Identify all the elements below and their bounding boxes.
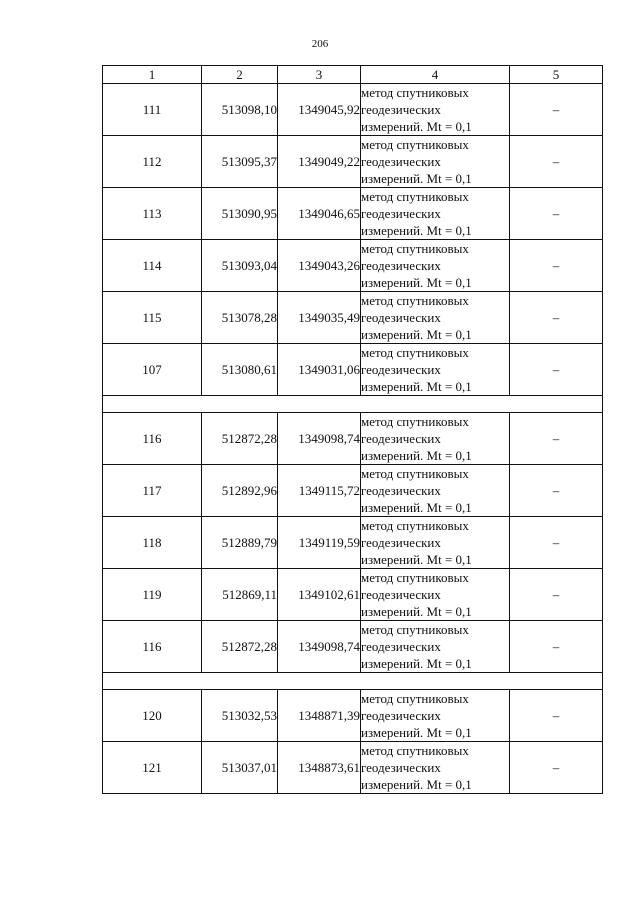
coordinate-y-cell: 1349115,72 [278, 465, 361, 517]
point-number-cell: 117 [103, 465, 202, 517]
method-line: геодезических [361, 154, 441, 169]
method-line: измерений. Mt = 0,1 [361, 171, 472, 186]
point-number-cell: 116 [103, 413, 202, 465]
method-cell [361, 569, 510, 621]
coordinate-x-cell: 513078,28 [202, 292, 278, 344]
method-line: измерений. Mt = 0,1 [361, 327, 472, 342]
group-separator-row [103, 396, 603, 413]
table-row [103, 517, 603, 569]
method-line: геодезических [361, 760, 441, 775]
point-number-cell: 111 [103, 84, 202, 136]
method-line: метод спутниковых [361, 570, 469, 585]
table-row [103, 136, 603, 188]
coordinate-y-cell: 1349031,06 [278, 344, 361, 396]
table-body [103, 66, 603, 794]
point-number-cell: 120 [103, 690, 202, 742]
method-line: измерений. Mt = 0,1 [361, 777, 472, 792]
group-separator-cell [103, 673, 603, 690]
point-number-cell: 115 [103, 292, 202, 344]
page-number: 206 [311, 38, 329, 50]
method-line: метод спутниковых [361, 691, 469, 706]
method-line: геодезических [361, 206, 441, 221]
note-cell: – [510, 517, 603, 569]
method-line: измерений. Mt = 0,1 [361, 275, 472, 290]
coordinate-y-cell: 1349119,59 [278, 517, 361, 569]
coordinate-y-cell: 1349035,49 [278, 292, 361, 344]
coordinate-x-cell: 513090,95 [202, 188, 278, 240]
method-line: метод спутниковых [361, 622, 469, 637]
column-header: 3 [278, 66, 361, 84]
method-cell [361, 84, 510, 136]
header-row [103, 66, 603, 84]
coordinate-x-cell: 512872,28 [202, 621, 278, 673]
method-line: метод спутниковых [361, 137, 469, 152]
coordinate-x-cell: 513032,53 [202, 690, 278, 742]
method-cell [361, 344, 510, 396]
column-header: 5 [510, 66, 603, 84]
coordinate-x-cell: 512869,11 [202, 569, 278, 621]
coordinate-x-cell: 512872,28 [202, 413, 278, 465]
coordinate-y-cell: 1349098,74 [278, 413, 361, 465]
method-line: метод спутниковых [361, 293, 469, 308]
column-header: 4 [361, 66, 510, 84]
method-cell [361, 621, 510, 673]
coordinate-y-cell: 1349046,65 [278, 188, 361, 240]
coordinate-x-cell: 513093,04 [202, 240, 278, 292]
method-line: геодезических [361, 535, 441, 550]
method-line: измерений. Mt = 0,1 [361, 552, 472, 567]
coordinate-y-cell: 1348871,39 [278, 690, 361, 742]
coordinate-y-cell: 1349098,74 [278, 621, 361, 673]
note-cell: – [510, 240, 603, 292]
coordinate-x-cell: 512889,79 [202, 517, 278, 569]
method-cell [361, 413, 510, 465]
group-separator-row [103, 673, 603, 690]
method-line: геодезических [361, 483, 441, 498]
table-row [103, 742, 603, 794]
table-row [103, 621, 603, 673]
method-cell [361, 188, 510, 240]
method-line: метод спутниковых [361, 85, 469, 100]
point-number-cell: 119 [103, 569, 202, 621]
group-separator-cell [103, 396, 603, 413]
method-line: измерений. Mt = 0,1 [361, 379, 472, 394]
note-cell: – [510, 621, 603, 673]
coordinate-x-cell: 512892,96 [202, 465, 278, 517]
note-cell: – [510, 690, 603, 742]
method-line: геодезических [361, 362, 441, 377]
table-row [103, 240, 603, 292]
coordinate-y-cell: 1348873,61 [278, 742, 361, 794]
table-row [103, 465, 603, 517]
method-line: геодезических [361, 708, 441, 723]
method-line: геодезических [361, 639, 441, 654]
note-cell: – [510, 465, 603, 517]
method-line: измерений. Mt = 0,1 [361, 725, 472, 740]
note-cell: – [510, 292, 603, 344]
point-number-cell: 116 [103, 621, 202, 673]
table-row [103, 413, 603, 465]
method-line: геодезических [361, 431, 441, 446]
column-header: 1 [103, 66, 202, 84]
method-line: измерений. Mt = 0,1 [361, 604, 472, 619]
method-cell [361, 292, 510, 344]
method-line: геодезических [361, 310, 441, 325]
method-line: метод спутниковых [361, 241, 469, 256]
point-number-cell: 114 [103, 240, 202, 292]
method-cell [361, 136, 510, 188]
table-row [103, 292, 603, 344]
table-row [103, 690, 603, 742]
method-line: метод спутниковых [361, 518, 469, 533]
point-number-cell: 121 [103, 742, 202, 794]
note-cell: – [510, 413, 603, 465]
note-cell: – [510, 742, 603, 794]
coordinates-table [102, 65, 603, 794]
coordinate-y-cell: 1349049,22 [278, 136, 361, 188]
column-header: 2 [202, 66, 278, 84]
table-row [103, 188, 603, 240]
coordinate-x-cell: 513098,10 [202, 84, 278, 136]
method-line: измерений. Mt = 0,1 [361, 656, 472, 671]
method-line: геодезических [361, 102, 441, 117]
point-number-cell: 113 [103, 188, 202, 240]
table-row [103, 569, 603, 621]
method-cell [361, 690, 510, 742]
note-cell: – [510, 344, 603, 396]
method-line: геодезических [361, 587, 441, 602]
point-number-cell: 107 [103, 344, 202, 396]
method-line: метод спутниковых [361, 345, 469, 360]
table-row [103, 344, 603, 396]
note-cell: – [510, 136, 603, 188]
method-line: метод спутниковых [361, 743, 469, 758]
method-cell [361, 465, 510, 517]
coordinate-y-cell: 1349043,26 [278, 240, 361, 292]
method-cell [361, 517, 510, 569]
note-cell: – [510, 188, 603, 240]
coordinate-x-cell: 513037,01 [202, 742, 278, 794]
point-number-cell: 112 [103, 136, 202, 188]
method-line: геодезических [361, 258, 441, 273]
method-line: метод спутниковых [361, 414, 469, 429]
point-number-cell: 118 [103, 517, 202, 569]
method-line: метод спутниковых [361, 466, 469, 481]
coordinate-x-cell: 513095,37 [202, 136, 278, 188]
note-cell: – [510, 569, 603, 621]
method-cell [361, 240, 510, 292]
coordinate-x-cell: 513080,61 [202, 344, 278, 396]
method-cell [361, 742, 510, 794]
method-line: метод спутниковых [361, 189, 469, 204]
note-cell: – [510, 84, 603, 136]
coordinate-y-cell: 1349045,92 [278, 84, 361, 136]
coordinate-y-cell: 1349102,61 [278, 569, 361, 621]
table-row [103, 84, 603, 136]
method-line: измерений. Mt = 0,1 [361, 223, 472, 238]
method-line: измерений. Mt = 0,1 [361, 448, 472, 463]
method-line: измерений. Mt = 0,1 [361, 500, 472, 515]
method-line: измерений. Mt = 0,1 [361, 119, 472, 134]
